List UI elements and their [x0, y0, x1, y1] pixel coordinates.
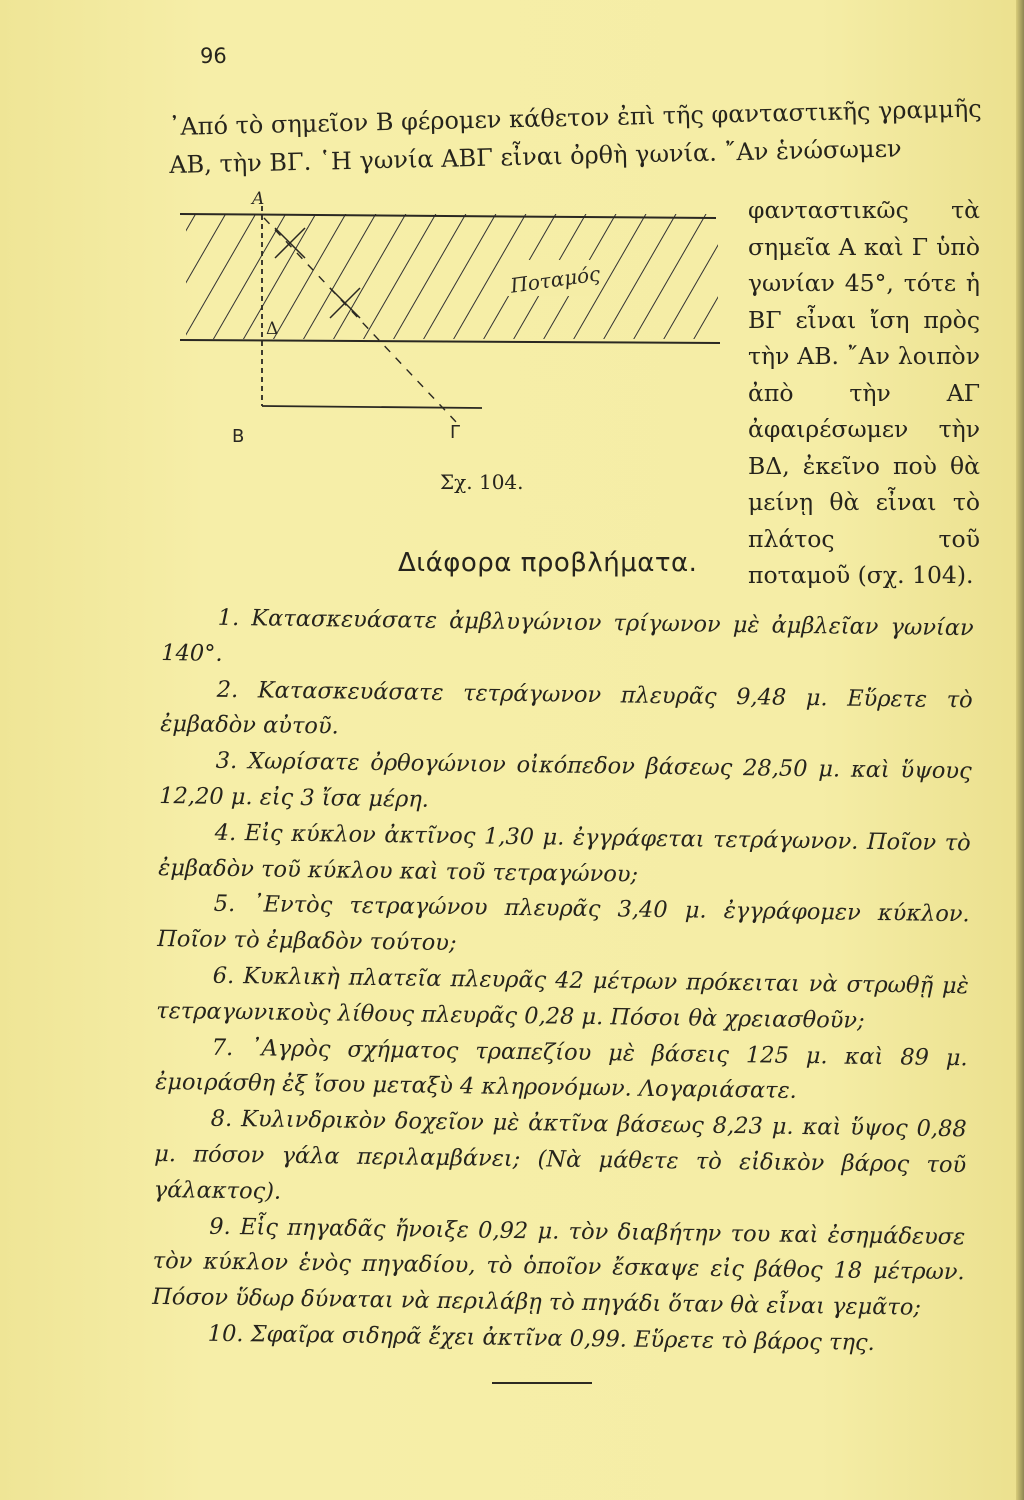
- problem-list: [152, 600, 974, 1363]
- page-edge: [1016, 0, 1024, 1500]
- intro-paragraph: ᾿Από τὸ σημεῖον Β φέρομεν κάθετον ἐπὶ τῆς φανταστικῆς γραμμῆς ΑΒ, τὴν ΒΓ. ῾Η γωνία ΑΒΓ εἶναι ὀρθὴ γωνία. ῎Αν ἑνώσωμεν: [168, 94, 983, 179]
- river-bottom-bank: [180, 340, 720, 343]
- problem-item: 1. Κατασκευάσατε ἀμβλυγώνιον τρίγωνον μὲ ἀμβλεῖαν γωνίαν 140°.: [161, 604, 974, 667]
- figure-caption: Σχ. 104.: [440, 470, 524, 494]
- page-number: 96: [200, 44, 227, 68]
- line-bgamma: [262, 406, 482, 408]
- problem-item: 7. ᾿Αγρὸς σχήματος τραπεζίου μὲ βάσεις 125 μ. καὶ 89 μ. ἐμοιράσθη ἐξ ἴσου μεταξὺ 4 κληρονόμων. Λογαριάσατε.: [155, 1034, 968, 1105]
- label-gamma: Γ: [450, 422, 461, 443]
- label-delta: Δ: [266, 319, 279, 339]
- problem-item: 5. ᾿Εντὸς τετραγώνου πλευρᾶς 3,40 μ. ἐγγράφομεν κύκλον. Ποῖον τὸ ἐμβαδὸν τούτου;: [157, 891, 970, 957]
- river-label: Ποταμός: [508, 261, 602, 298]
- problem-item: 10. Σφαῖρα σιδηρᾶ ἔχει ἀκτῖνα 0,99. Εὕρετε τὸ βάρος της.: [207, 1320, 875, 1356]
- problem-item: 9. Εἷς πηγαδᾶς ἤνοιξε 0,92 μ. τὸν διαβήτην του καὶ ἐσημάδευσε τὸν κύκλον ἑνὸς πηγαδίου, τὸ ὁποῖον ἔσκαψε εἰς βάθος 18 μέτρων. Πόσον ὕδωρ δύναται νὰ περιλάβῃ τὸ πηγάδι ὅταν θὰ εἶναι γεμᾶτο;: [152, 1213, 966, 1321]
- problem-item: 3. Χωρίσατε ὀρθογώνιον οἰκόπεδον βάσεως 28,50 μ. καὶ ὕψους 12,20 μ. εἰς 3 ἴσα μέρη.: [159, 747, 972, 813]
- problem-item: 2. Κατασκευάσατε τετράγωνον πλευρᾶς 9,48 μ. Εὕρετε τὸ ἐμβαδὸν αὐτοῦ.: [160, 676, 973, 740]
- side-column-text: φανταστικῶς τὰ σημεῖα Α καὶ Γ ὑπὸ γωνίαν 45°, τότε ἡ ΒΓ εἶναι ἴση πρὸς τὴν ΑΒ. ῎Αν λοιπὸν ἀπὸ τὴν ΑΓ ἀφαιρέσωμεν τὴν ΒΔ, ἐκεῖνο ποὺ θὰ μείνῃ θὰ εἶναι τὸ πλάτος τοῦ ποταμοῦ (σχ. 104).: [748, 196, 980, 589]
- end-rule: [492, 1382, 592, 1384]
- label-a: Α: [252, 189, 265, 209]
- figure-104: [180, 188, 740, 488]
- problem-item: 6. Κυκλικὴ πλατεῖα πλευρᾶς 42 μέτρων πρόκειται νὰ στρωθῇ μὲ τετραγωνικοὺς λίθους πλευρᾶς 0,28 μ. Πόσοι θὰ χρειασθοῦν;: [156, 962, 969, 1034]
- problem-item: 4. Εἰς κύκλον ἀκτῖνος 1,30 μ. ἐγγράφεται τετράγωνον. Ποῖον τὸ ἐμβαδὸν τοῦ κύκλου καὶ τοῦ τετραγώνου;: [158, 819, 971, 888]
- problem-item: 8. Κυλινδρικὸν δοχεῖον μὲ ἀκτῖνα βάσεως 8,23 μ. καὶ ὕψος 0,88 μ. πόσον γάλα περιλαμβάνει; (Νὰ μάθετε τὸ εἰδικὸν βάρος τοῦ γάλακτος).: [153, 1105, 967, 1205]
- label-b: Β: [232, 426, 245, 447]
- section-title: Διάφορα προβλήματα.: [398, 548, 698, 578]
